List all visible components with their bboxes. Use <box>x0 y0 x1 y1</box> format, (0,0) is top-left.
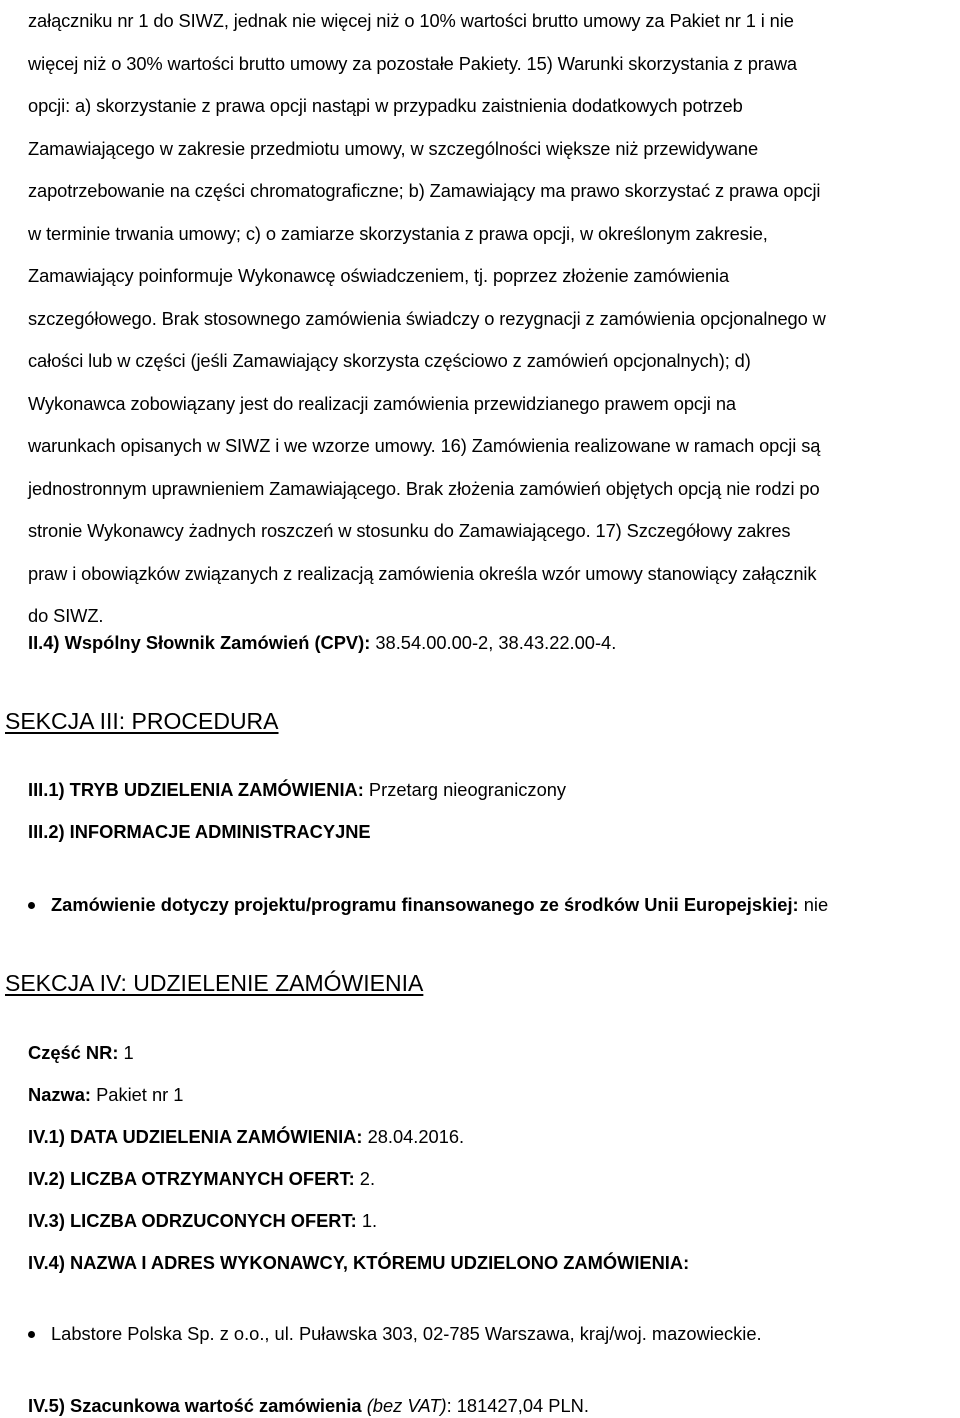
estimated-value-line <box>28 1394 589 1418</box>
paragraph-line: Zamawiający poinformuje Wykonawcę oświadczeniem, tj. poprzez złożenie zamówienia <box>28 265 730 286</box>
part-number-value: 1 <box>118 1042 134 1063</box>
procedure-type-value: Przetarg nieograniczony <box>363 779 567 800</box>
eu-funding-line <box>51 893 828 917</box>
offers-received-line <box>28 1167 375 1191</box>
part-number-line <box>28 1041 134 1065</box>
paragraph-line: zapotrzebowanie na części chromatograficzne; b) Zamawiający ma prawo skorzystać z prawa opcji <box>28 180 821 201</box>
estimated-value-amount: : 181427,04 PLN. <box>446 1395 589 1416</box>
name-label: Nazwa: <box>28 1084 91 1105</box>
cpv-line <box>28 631 616 655</box>
paragraph-line: załączniku nr 1 do SIWZ, jednak nie więcej niż o 10% wartości brutto umowy za Pakiet nr 1 i nie <box>28 10 794 31</box>
paragraph-line: jednostronnym uprawnieniem Zamawiającego. Brak złożenia zamówień objętych opcją nie rodzi po <box>28 477 820 499</box>
body-paragraph <box>28 0 956 638</box>
name-value: Pakiet nr 1 <box>91 1084 184 1105</box>
bullet-icon <box>28 902 35 909</box>
offers-received-value: 2. <box>354 1168 376 1189</box>
paragraph-line: opcji: a) skorzystanie z prawa opcji nastąpi w przypadku zaistnienia dodatkowych potrzeb <box>28 95 743 116</box>
eu-funding-value: nie <box>798 894 829 915</box>
offers-received-label: IV.2) LICZBA OTRZYMANYCH OFERT: <box>28 1168 355 1189</box>
estimated-value-label: IV.5) Szacunkowa wartość zamówienia <box>28 1395 362 1416</box>
paragraph-line: do SIWZ. <box>28 605 104 626</box>
offers-rejected-label: IV.3) LICZBA ODRZUCONYCH OFERT: <box>28 1210 357 1231</box>
estimated-value-note: (bez VAT) <box>366 1395 447 1416</box>
section-3-heading: SEKCJA III: PROCEDURA <box>5 708 279 734</box>
name-line <box>28 1083 183 1107</box>
paragraph-line: więcej niż o 30% wartości brutto umowy za pozostałe Pakiety. 15) Warunki skorzystania z prawa <box>28 52 797 74</box>
cpv-value: 38.54.00.00-2, 38.43.22.00-4. <box>370 632 617 653</box>
paragraph-line: całości lub w części (jeśli Zamawiający skorzysta częściowo z zamówień opcjonalnych); d) <box>28 350 751 371</box>
cpv-label: II.4) Wspólny Słownik Zamówień (CPV): <box>28 632 371 653</box>
award-date-line <box>28 1125 464 1149</box>
contractor-value: Labstore Polska Sp. z o.o., ul. Puławska 303, 02-785 Warszawa, kraj/woj. mazowieckie. <box>51 1323 762 1344</box>
paragraph-line: praw i obowiązków związanych z realizacją zamówienia określa wzór umowy stanowiący załącznik <box>28 562 817 584</box>
paragraph-line: warunkach opisanych w SIWZ i we wzorze umowy. 16) Zamówienia realizowane w ramach opcji są <box>28 435 821 456</box>
paragraph-line: stronie Wykonawcy żadnych roszczeń w stosunku do Zamawiającego. 17) Szczegółowy zakres <box>28 520 791 541</box>
paragraph-line: Zamawiającego w zakresie przedmiotu umowy, w szczególności większe niż przewidywane <box>28 137 759 159</box>
procedure-type-label: III.1) TRYB UDZIELENIA ZAMÓWIENIA: <box>28 779 364 800</box>
paragraph-line: w terminie trwania umowy; c) o zamiarze skorzystania z prawa opcji, w określonym zakresie, <box>28 222 768 244</box>
offers-rejected-value: 1. <box>356 1210 378 1231</box>
award-date-label: IV.1) DATA UDZIELENIA ZAMÓWIENIA: <box>28 1126 363 1147</box>
eu-funding-label: Zamówienie dotyczy projektu/programu finansowanego ze środków Unii Europejskiej: <box>51 894 799 915</box>
award-date-value: 28.04.2016. <box>362 1126 465 1147</box>
admin-info-label: III.2) INFORMACJE ADMINISTRACYJNE <box>28 821 371 842</box>
section-4-heading: SEKCJA IV: UDZIELENIE ZAMÓWIENIA <box>5 970 424 996</box>
procedure-type-line <box>28 778 566 802</box>
paragraph-line: szczegółowego. Brak stosownego zamówienia świadczy o rezygnacji z zamówienia opcjonalnego w <box>28 307 826 329</box>
contractor-label: IV.4) NAZWA I ADRES WYKONAWCY, KTÓREMU UDZIELONO ZAMÓWIENIA: <box>28 1252 690 1273</box>
offers-rejected-line <box>28 1209 377 1233</box>
bullet-icon <box>28 1331 35 1338</box>
paragraph-line: Wykonawca zobowiązany jest do realizacji zamówienia przewidzianego prawem opcji na <box>28 392 737 414</box>
part-number-label: Część NR: <box>28 1042 119 1063</box>
